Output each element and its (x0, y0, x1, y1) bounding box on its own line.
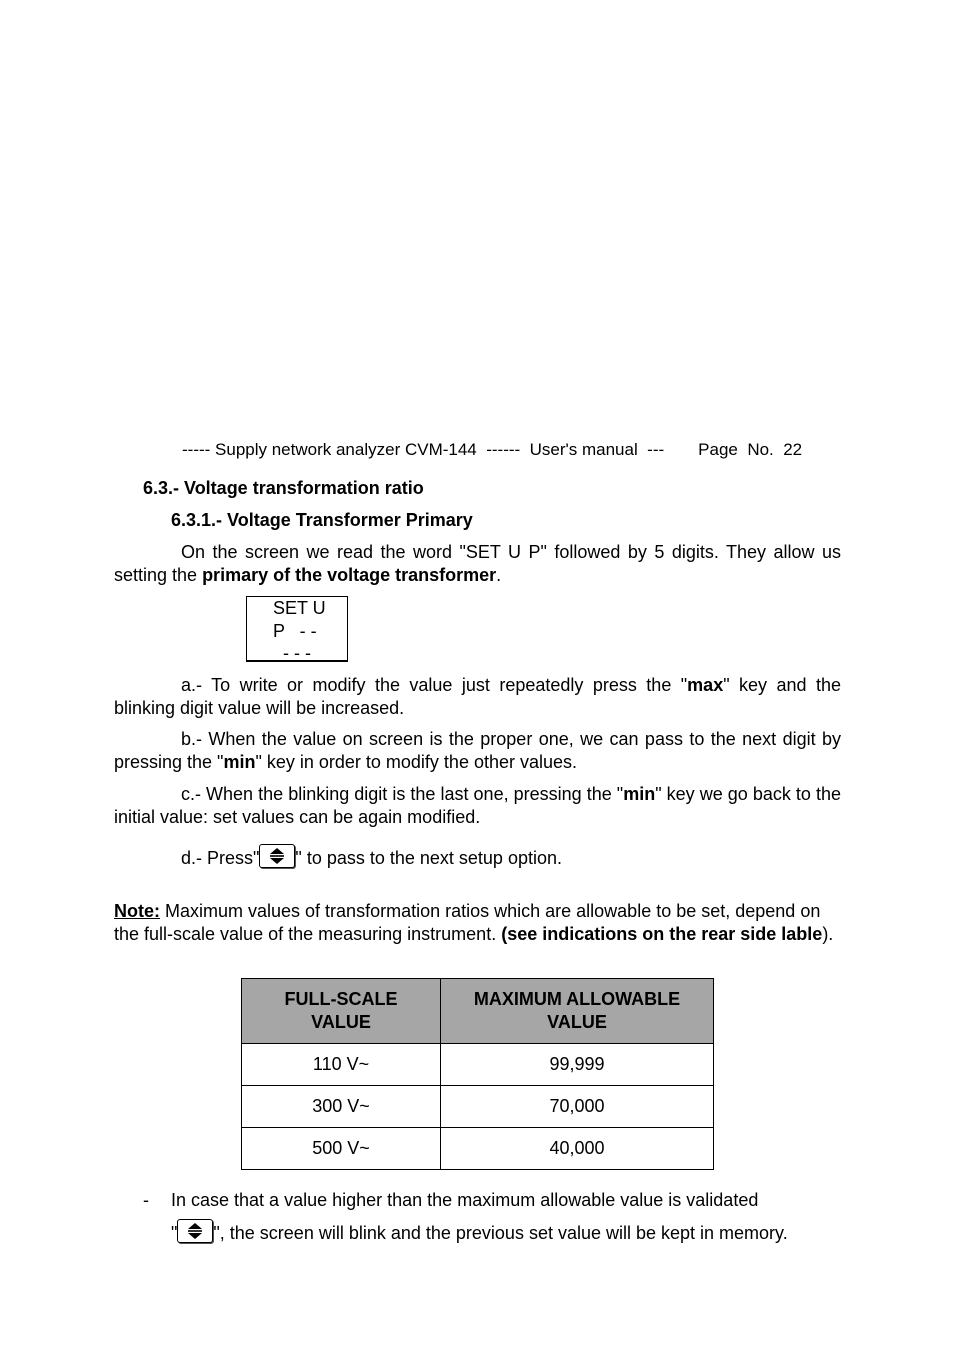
table-row (242, 1044, 714, 1086)
table-cell: 40,000 (441, 1128, 714, 1170)
note-bold: (see indications on the rear side lable (501, 924, 823, 944)
table-header-row (242, 979, 714, 1044)
table-header-cell: MAXIMUM ALLOWABLE VALUE (441, 979, 714, 1044)
lcd-line-2: P - - (273, 621, 317, 641)
table-header-cell: FULL-SCALE VALUE (242, 979, 441, 1044)
note-label: Note: (114, 901, 160, 921)
step-c: c.- When the blinking digit is the last one, pressing the "min" key we go back to the initial value: set values can be again modified. (114, 784, 841, 827)
table-row (242, 1086, 714, 1128)
bullet-text: In case that a value higher than the maximum allowable value is validated " ", the screen will blink and the previous set value will be kept in memory. (171, 1190, 788, 1243)
page-number: Page No. 22 (698, 440, 803, 459)
subsection-heading: 6.3.1.- Voltage Transformer Primary (171, 510, 473, 530)
step-a: a.- To write or modify the value just repeatedly press the "max" key and the blinking digit value will be increased. (114, 675, 841, 718)
min-key-label: min (623, 784, 656, 804)
min-key-label: min (223, 752, 256, 772)
lcd-line-1: SET U (273, 598, 326, 618)
max-key-label: max (687, 675, 724, 695)
step-d: d.- Press" " to pass to the next setup option. (114, 844, 841, 870)
table-cell: 110 V~ (242, 1044, 441, 1086)
table-cell: 99,999 (441, 1044, 714, 1086)
table-cell: 500 V~ (242, 1128, 441, 1170)
intro-bold: primary of the voltage transformer (202, 565, 497, 585)
note-paragraph: Note: Maximum values of transformation ratios which are allowable to be set, depend on the full-scale value of the measuring instrument. (see indications on the rear side lable). (114, 901, 834, 944)
running-header (182, 440, 802, 460)
table-cell: 300 V~ (242, 1086, 441, 1128)
max-values-table (241, 978, 714, 1170)
section-heading: 6.3.- Voltage transformation ratio (143, 478, 424, 498)
bullet-marker: - (143, 1190, 149, 1210)
table-row (242, 1128, 714, 1170)
step-b: b.- When the value on screen is the proper one, we can pass to the next digit by pressing the "min" key in order to modify the other values. (114, 729, 841, 772)
up-down-arrow-key-icon (177, 1219, 213, 1243)
up-down-arrow-key-icon (259, 844, 295, 868)
table-cell: 70,000 (441, 1086, 714, 1128)
running-title: ----- Supply network analyzer CVM-144 ------ User's manual --- (182, 440, 665, 459)
lcd-display (246, 596, 348, 662)
intro-paragraph: On the screen we read the word "SET U P" followed by 5 digits. They allow us setting the primary of the voltage transformer. (114, 542, 841, 585)
lcd-line-3: - - - (273, 643, 311, 663)
